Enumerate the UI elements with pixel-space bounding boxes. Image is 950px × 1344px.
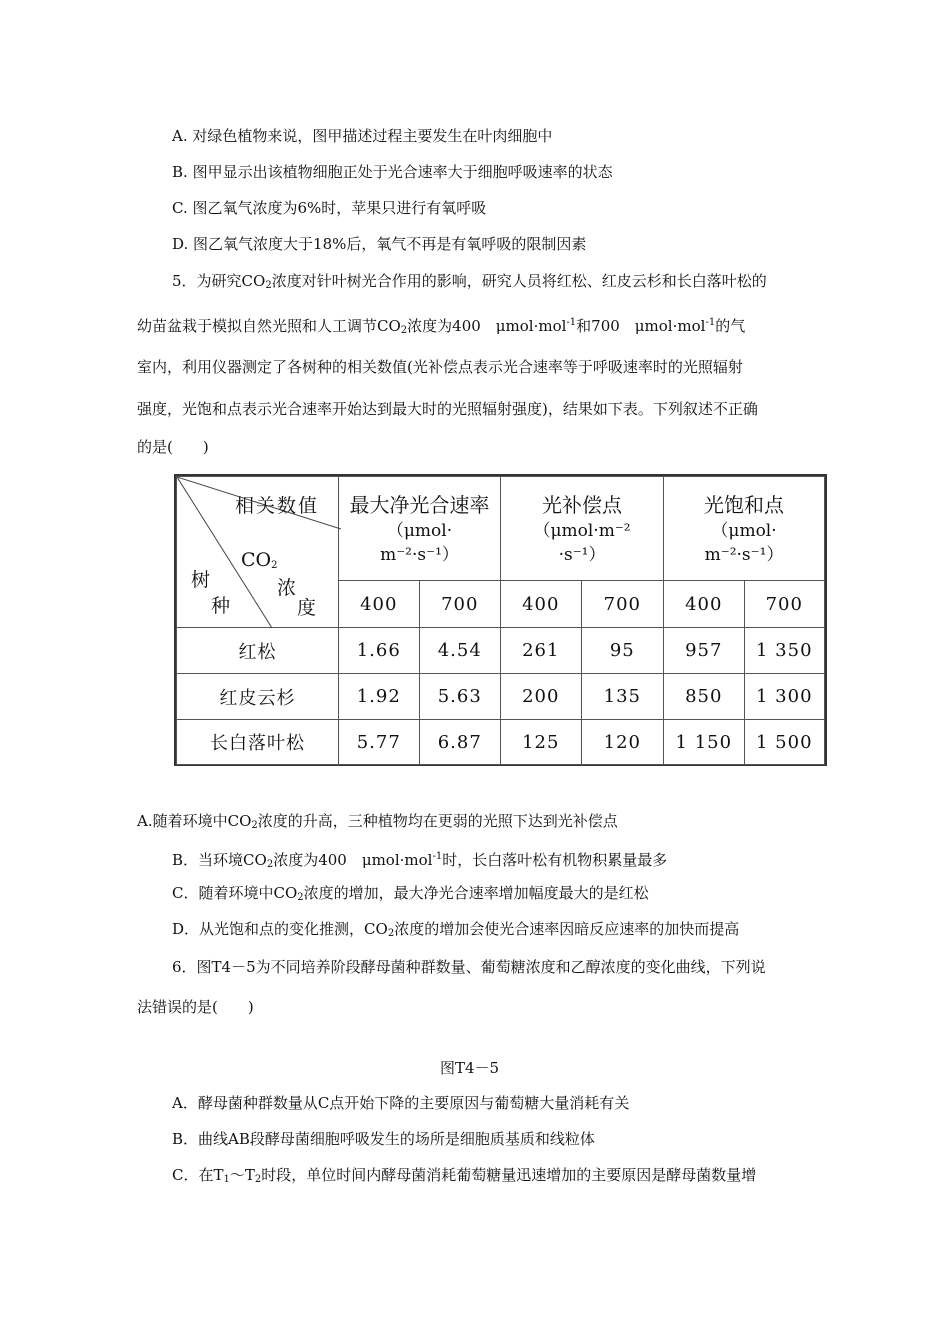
table-row [177,720,825,765]
value-cell: 1 500 [744,720,825,765]
subscript: 2 [271,560,278,571]
value-cell: 135 [581,674,664,720]
value-cell: 1 300 [744,674,825,720]
q5-stem-line1 [172,271,767,296]
table-row [177,628,825,674]
text: 幼苗盆栽于模拟自然光照和人工调节CO [137,317,401,335]
q4-option-c [172,198,486,218]
q5-option-d [172,919,739,944]
text: 浓度对针叶树光合作用的影响，研究人员将红松、红皮云杉和长白落叶松的 [271,272,767,290]
header-title: 光补偿点 [542,492,623,517]
value-cell: 1 350 [744,628,825,674]
q4-option-a [172,126,552,146]
header-unit: （μmol·m⁻² [533,520,631,541]
conc-cell: 700 [419,581,500,628]
text: 5．为研究CO [172,272,266,290]
subscript: 2 [254,1174,262,1185]
text: 时段，单位时间内酵母菌消耗葡萄糖量迅速增加的主要原因是酵母菌数量增 [261,1166,757,1184]
corner-label-co2 [241,549,278,577]
header-unit: （μmol· [711,520,777,541]
option-text: 图乙氧气浓度为6%时，苹果只进行有氧呼吸 [192,199,487,217]
option-label: A. [172,127,188,145]
subscript: 2 [251,820,258,831]
text: 浓度的增加，最大净光合速率增加幅度最大的是红松 [303,884,649,902]
text: 浓度为400 μmol·mol [273,851,433,869]
value-cell: 850 [664,674,744,720]
text: 浓度为400 μmol·mol [407,317,567,335]
q5-stem-line2 [137,313,745,341]
text: 浓度的增加会使光合速率因暗反应速率的加快而提高 [394,920,740,938]
value-cell: 1.92 [339,674,420,720]
corner-label-zhong: 种 [211,595,231,617]
species-cell: 红松 [177,628,339,674]
header-unit: （μmol· [386,520,453,541]
text: CO [241,549,272,571]
value-cell: 1.66 [339,628,420,674]
q6-stem-line1: 6．图T4－5为不同培养阶段酵母菌种群数量、葡萄糖浓度和乙醇浓度的变化曲线，下列说 [172,958,766,976]
value-cell: 4.54 [419,628,500,674]
text: 的气 [715,317,746,335]
corner-label-shu: 树 [191,569,211,591]
header-max-net-rate [339,477,501,581]
value-cell: 261 [501,628,582,674]
superscript: -1 [432,851,443,862]
header-unit: m⁻²·s⁻¹） [704,544,784,565]
text: 浓度的升高，三种植物均在更弱的光照下达到光补偿点 [257,812,618,830]
q5-option-b [172,847,667,875]
text: A.随着环境中CO [137,812,252,830]
conc-cell: 700 [581,581,664,628]
header-light-saturation [664,477,825,581]
q5-option-a [137,811,618,836]
q6-option-a: A．酵母菌种群数量从C点开始下降的主要原因与葡萄糖大量消耗有关 [172,1094,630,1112]
species-cell: 长白落叶松 [177,720,339,765]
conc-cell: 400 [501,581,582,628]
conc-cell: 400 [664,581,744,628]
q5-stem-line3: 室内，利用仪器测定了各树种的相关数值(光补偿点表示光合速率等于呼吸速率时的光照辐射 [137,358,743,376]
q5-option-c [172,883,649,908]
header-title: 光饱和点 [704,492,785,517]
value-cell: 5.77 [339,720,420,765]
corner-label-nong: 浓 [277,577,297,599]
value-cell: 957 [664,628,744,674]
subscript: 2 [265,280,272,291]
figure-caption: 图T4－5 [440,1059,500,1077]
text: 时，长白落叶松有机物积累量最多 [442,851,668,869]
text: C．随着环境中CO [172,884,298,902]
value-cell: 5.63 [419,674,500,720]
option-text: 图甲显示出该植物细胞正处于光合速率大于细胞呼吸速率的状态 [192,163,613,181]
header-unit: ·s⁻¹） [558,544,606,565]
option-text: 图乙氧气浓度大于18%后，氧气不再是有氧呼吸的限制因素 [193,235,587,253]
header-title: 最大净光合速率 [349,492,490,517]
option-text: 对绿色植物来说，图甲描述过程主要发生在叶肉细胞中 [192,127,553,145]
value-cell: 200 [501,674,582,720]
text: B．当环境CO [172,851,267,869]
q6-stem-line2: 法错误的是( ) [137,998,254,1016]
conc-cell: 700 [744,581,825,628]
superscript: -1 [566,317,577,328]
data-table [174,474,827,766]
q5-stem-line4: 强度，光饱和点表示光合速率开始达到最大时的光照辐射强度)，结果如下表。下列叙述不正确 [137,400,758,418]
value-cell: 125 [501,720,582,765]
table-row [177,674,825,720]
superscript: -1 [705,317,716,328]
corner-label-du: 度 [297,597,317,619]
text: C．在T [172,1166,224,1184]
conc-cell: 400 [339,581,420,628]
text: ～T [229,1166,255,1184]
q6-option-b: B．曲线AB段酵母菌细胞呼吸发生的场所是细胞质基质和线粒体 [172,1130,595,1148]
header-light-compensation [501,477,664,581]
q4-option-d [172,234,586,254]
value-cell: 6.87 [419,720,500,765]
q5-stem-line5: 的是( ) [137,438,209,456]
header-unit: m⁻²·s⁻¹） [380,544,459,565]
option-label: B. [172,163,188,181]
subscript: 2 [297,892,304,903]
subscript: 1 [223,1174,230,1185]
q6-option-c [172,1165,756,1190]
option-label: D. [172,235,189,253]
value-cell: 120 [581,720,664,765]
value-cell: 95 [581,628,664,674]
corner-label-values: 相关数值 [235,495,320,517]
text: D．从光饱和点的变化推测，CO [172,920,388,938]
text: 和700 μmol·mol [576,317,706,335]
table-corner-cell [177,477,339,628]
value-cell: 1 150 [664,720,744,765]
subscript: 2 [266,859,274,870]
subscript: 2 [400,325,408,336]
option-label: C. [172,199,188,217]
species-cell: 红皮云杉 [177,674,339,720]
q4-option-b [172,162,613,182]
subscript: 2 [387,928,395,939]
